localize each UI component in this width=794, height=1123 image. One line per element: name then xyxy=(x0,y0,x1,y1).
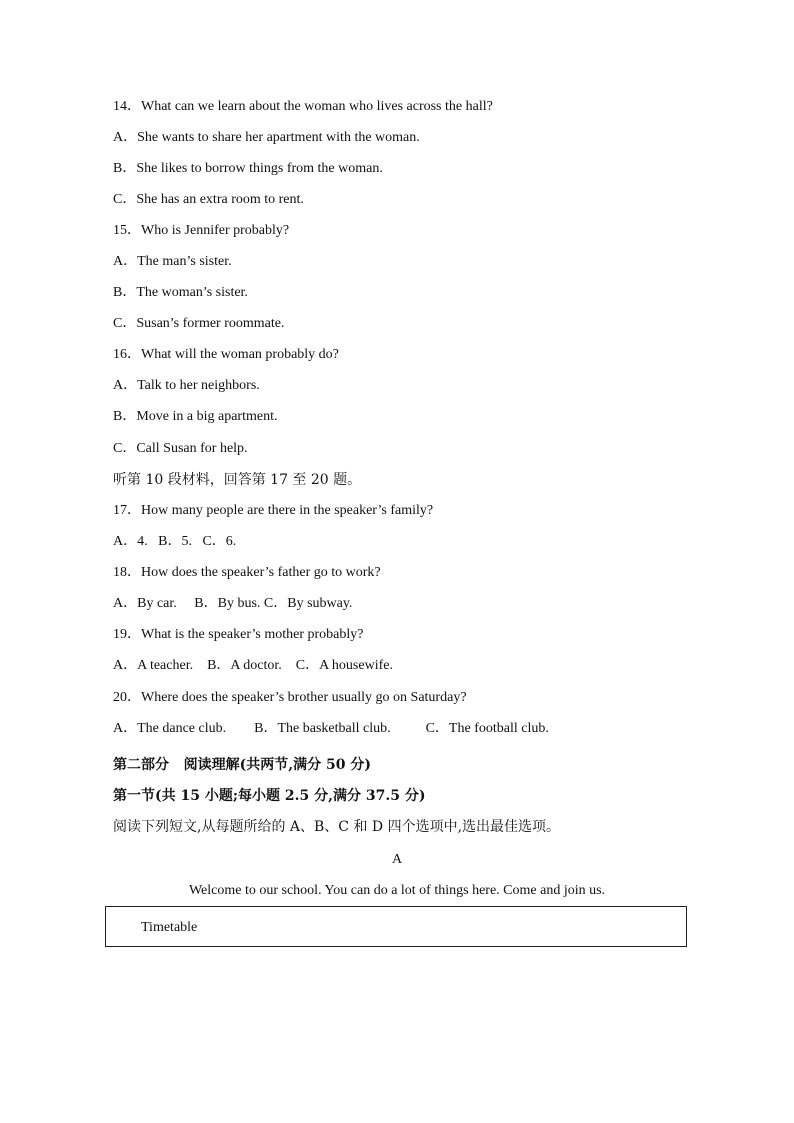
question-20: 20．Where does the speaker’s brother usually go on Saturday? xyxy=(113,690,467,705)
timetable-label: Timetable xyxy=(141,920,198,935)
question-16-option-b: B．Move in a big apartment. xyxy=(113,409,278,424)
question-14-option-c: C．She has an extra room to rent. xyxy=(113,192,304,207)
question-19-options: A．A teacher. B．A doctor. C．A housewife. xyxy=(113,658,393,673)
question-16-option-c: C．Call Susan for help. xyxy=(113,441,248,456)
question-15-option-c: C．Susan’s former roommate. xyxy=(113,316,285,331)
section-one-heading: 第一节(共 15 小题;每小题 2.5 分,满分 37.5 分) xyxy=(113,788,426,804)
question-17: 17．How many people are there in the speaker’s family? xyxy=(113,503,434,518)
passage-intro: Welcome to our school. You can do a lot of things here. Come and join us. xyxy=(188,883,606,898)
question-14-option-a: A．She wants to share her apartment with the woman. xyxy=(113,130,420,145)
question-14: 14．What can we learn about the woman who lives across the hall? xyxy=(113,99,493,114)
question-15-option-b: B．The woman’s sister. xyxy=(113,285,248,300)
section-instruction-material-10: 听第 10 段材料，回答第 17 至 20 题。 xyxy=(113,472,362,488)
question-18-options: A．By car. B．By bus. C．By subway. xyxy=(113,596,353,611)
question-17-options: A．4. B．5. C．6. xyxy=(113,534,237,549)
part-two-heading: 第二部分 阅读理解(共两节,满分 50 分) xyxy=(113,757,371,773)
reading-instruction: 阅读下列短文,从每题所给的 A、B、C 和 D 四个选项中,选出最佳选项。 xyxy=(113,819,561,835)
timetable-box xyxy=(105,906,687,947)
question-16-option-a: A．Talk to her neighbors. xyxy=(113,378,260,393)
question-18: 18．How does the speaker’s father go to work? xyxy=(113,565,381,580)
question-16: 16．What will the woman probably do? xyxy=(113,347,339,362)
question-20-options: A．The dance club. B．The basketball club. C．The football club. xyxy=(113,721,549,736)
passage-label: A xyxy=(391,852,403,867)
question-15: 15．Who is Jennifer probably? xyxy=(113,223,290,238)
question-15-option-a: A．The man’s sister. xyxy=(113,254,232,269)
question-14-option-b: B．She likes to borrow things from the woman. xyxy=(113,161,383,176)
question-19: 19．What is the speaker’s mother probably? xyxy=(113,627,364,642)
